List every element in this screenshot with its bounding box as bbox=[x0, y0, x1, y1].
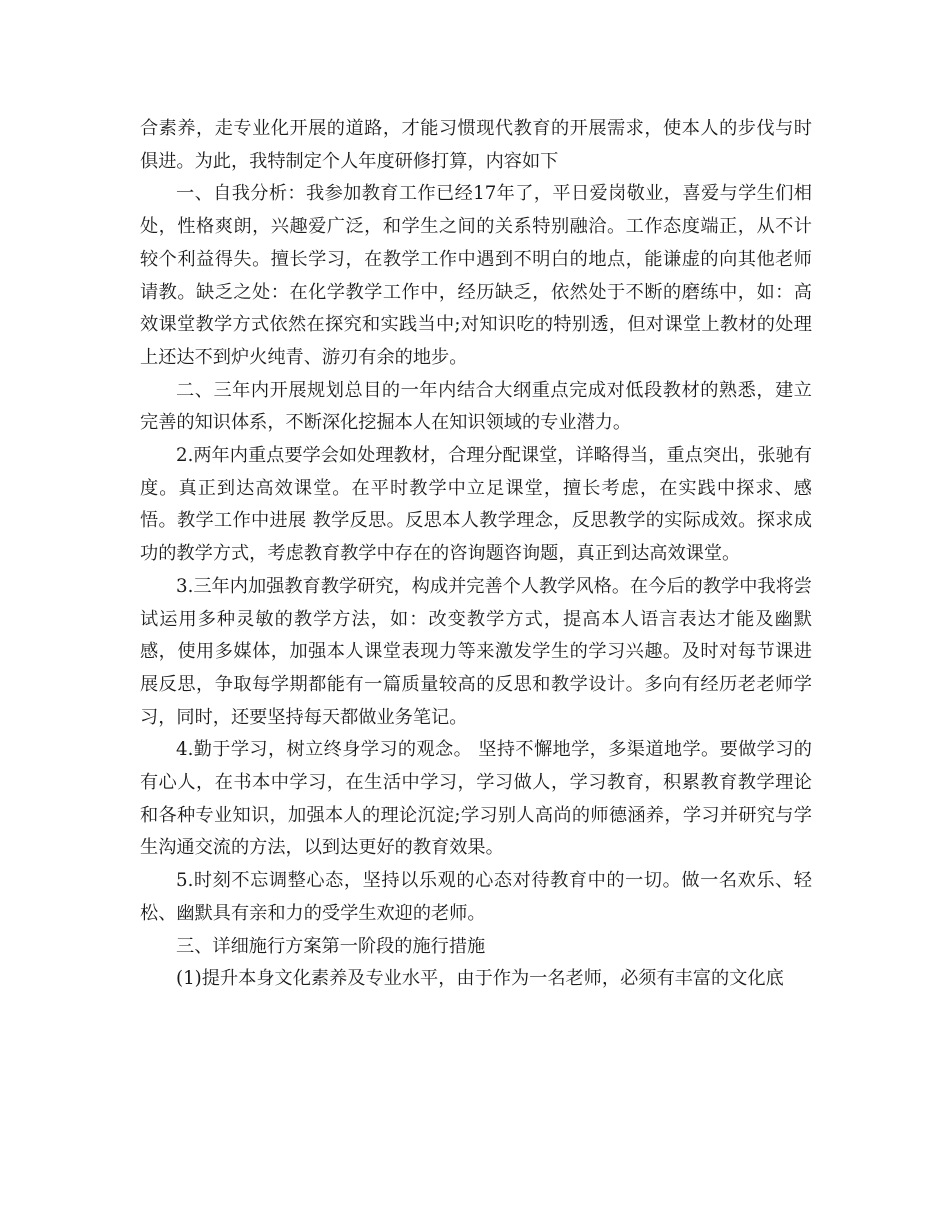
paragraph-measure-1: (1)提升本身文化素养及专业水平，由于作为一名老师，必须有丰富的文化底 bbox=[176, 968, 784, 990]
paragraph-item-2: 2.两年内重点要学会如处理教材，合理分配课堂，详略得当，重点突出，张驰有度。真正到达高效课堂。在平时教学中立足课堂，擅长考虑，在实践中探求、感悟。教学工作中进展 教学反思。反思本人教学理念，反思教学的实际成效。探求成功的教学方式，考虑教育教学中存在的咨询题咨询题，真正到达高效课堂。 bbox=[140, 445, 812, 565]
paragraph-item-4: 4.勤于学习，树立终身学习的观念。 坚持不懈地学，多渠道地学。要做学习的有心人，在书本中学习，在生活中学习，学习做人，学习教育，积累教育教学理论和各种专业知识，加强本人的理论沉淀;学习别人高尚的师德涵养，学习并研究与学生沟通交流的方法，以到达更好的教育效果。 bbox=[140, 739, 812, 859]
paragraph-item-3: 3.三年内加强教育教学研究，构成并完善个人教学风格。在今后的教学中我将尝试运用多种灵敏的教学方法，如：改变教学方式，提高本人语言表达才能及幽默感，使用多媒体，加强本人课堂表现力等来激发学生的学习兴趣。及时对每节课进展反思，争取每学期都能有一篇质量较高的反思和教学设计。多向有经历老老师学习，同时，还要坚持每天都做业务笔记。 bbox=[140, 575, 812, 728]
paragraph-item-5: 5.时刻不忘调整心态，坚持以乐观的心态对待教育中的一切。做一名欢乐、轻松、幽默具有亲和力的受学生欢迎的老师。 bbox=[140, 870, 812, 924]
paragraph-self-analysis: 一、自我分析：我参加教育工作已经17年了，平日爱岗敬业，喜爱与学生们相处，性格爽朗，兴趣爱广泛，和学生之间的关系特别融洽。工作态度端正，从不计较个利益得失。擅长学习，在教学工作中遇到不明白的地点，能谦虚的向其他老师请教。缺乏之处：在化学教学工作中，经历缺乏，依然处于不断的磨练中，如：高效课堂教学方式依然在探究和实践当中;对知识吃的特别透，但对课堂上教材的处理上还达不到炉火纯青、游刃有余的地步。 bbox=[140, 183, 812, 368]
document-body bbox=[140, 113, 812, 996]
paragraph-three-year-plan: 二、三年内开展规划总目的一年内结合大纲重点完成对低段教材的熟悉，建立完善的知识体系，不断深化挖掘本人在知识领域的专业潜力。 bbox=[140, 379, 812, 434]
paragraph-intro: 合素养，走专业化开展的道路，才能习惯现代教育的开展需求，使本人的步伐与时俱进。为此，我特制定个人年度研修打算，内容如下 bbox=[140, 118, 812, 172]
section-heading-implementation: 三、详细施行方案第一阶段的施行措施 bbox=[176, 935, 486, 957]
